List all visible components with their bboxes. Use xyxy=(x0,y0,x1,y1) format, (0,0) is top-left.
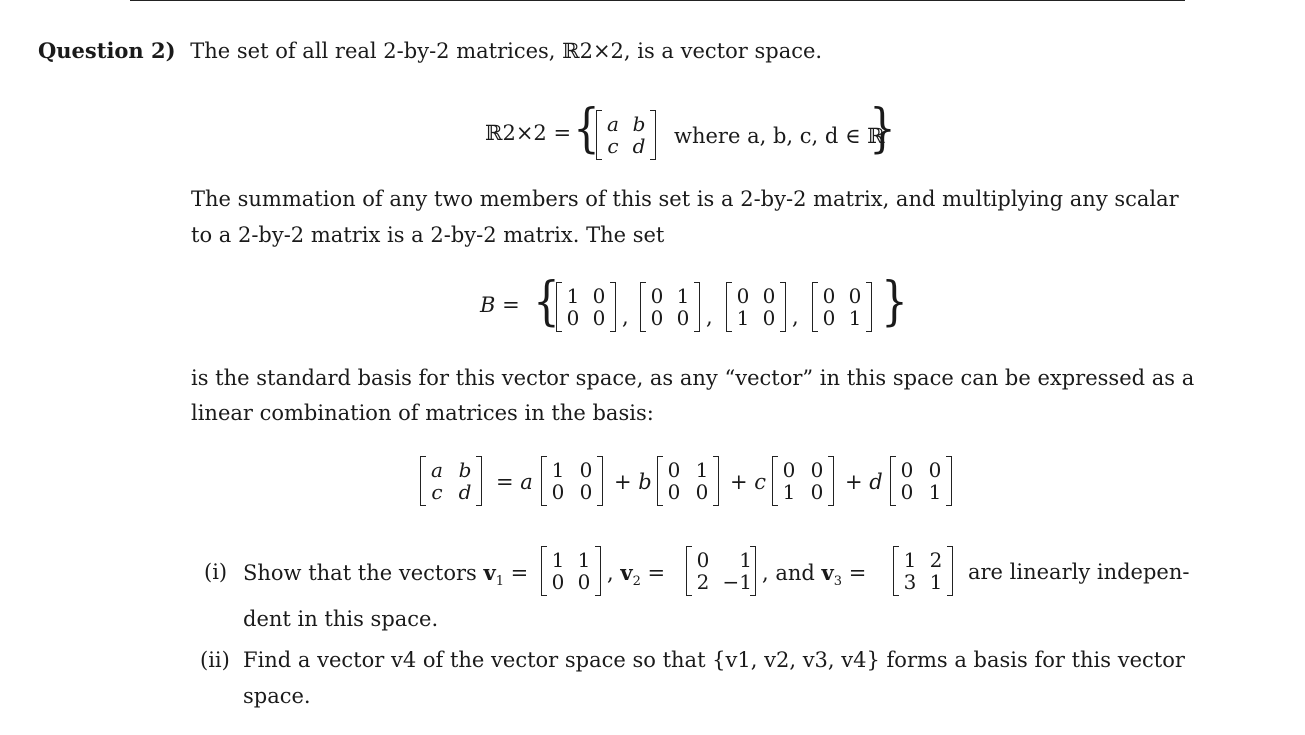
part-i-label: (i) xyxy=(204,560,228,584)
part-ii-line1: Find a vector v4 of the vector space so that {v1, v2, v3, v4} forms a basis for this vector xyxy=(243,648,1185,672)
set-matrix: a b c d xyxy=(596,110,656,160)
basis-name: B = xyxy=(480,293,520,317)
paragraph2-line1: is the standard basis for this vector space, as any “vector” in this space can be expressed as a xyxy=(191,366,1195,390)
v3-label: , and $v_3$ = xyxy=(762,560,867,590)
basis-matrix-3: 0 0 1 0 xyxy=(726,282,786,332)
coef-d: + d xyxy=(845,470,883,494)
top-rule xyxy=(130,0,1185,1)
basis-matrix-2: 0 1 0 0 xyxy=(640,282,700,332)
v1-matrix: 1 1 0 0 xyxy=(541,546,601,596)
coef-b: + b xyxy=(614,470,652,494)
paragraph2-line2: linear combination of matrices in the basis: xyxy=(191,401,654,425)
part-ii-line2: space. xyxy=(243,684,311,708)
part-i-text-after: are linearly indepen- xyxy=(968,560,1190,584)
combination-matrix-1: 1 0 0 0 xyxy=(541,456,603,506)
question-intro: The set of all real 2-by-2 matrices, ℝ2×2, is a vector space. xyxy=(190,39,823,63)
question-label: Question 2) xyxy=(38,38,176,63)
basis-matrix-1: 1 0 0 0 xyxy=(556,282,616,332)
combination-lhs-matrix: a b c d xyxy=(420,456,482,506)
coef-a: = a xyxy=(496,470,533,494)
paragraph1-line1: The summation of any two members of this set is a 2-by-2 matrix, and multiplying any scalar xyxy=(191,187,1179,211)
set-condition: where a, b, c, d ∈ ℝ xyxy=(674,124,885,148)
basis-left-brace: { xyxy=(533,272,560,332)
combination-matrix-3: 0 0 1 0 xyxy=(772,456,834,506)
combination-matrix-2: 0 1 0 0 xyxy=(657,456,719,506)
part-i-text-before: Show that the vectors $v_1$ = xyxy=(243,560,529,590)
part-i-line2: dent in this space. xyxy=(243,607,439,631)
v2-matrix: 0 1 2 −1 xyxy=(686,546,756,596)
right-brace: } xyxy=(869,99,896,159)
coef-c: + c xyxy=(730,470,767,494)
left-brace: { xyxy=(573,99,600,159)
v2-label: , $v_2$ = xyxy=(607,560,666,590)
basis-right-brace: } xyxy=(881,272,908,332)
basis-matrix-4: 0 0 0 1 xyxy=(812,282,872,332)
part-ii-label: (ii) xyxy=(200,648,230,672)
set-lhs: ℝ2×2 = xyxy=(485,121,572,145)
paragraph1-line2: to a 2-by-2 matrix is a 2-by-2 matrix. The set xyxy=(191,223,665,247)
v3-matrix: 1 2 3 1 xyxy=(893,546,953,596)
question-header xyxy=(38,40,822,62)
combination-matrix-4: 0 0 0 1 xyxy=(890,456,952,506)
